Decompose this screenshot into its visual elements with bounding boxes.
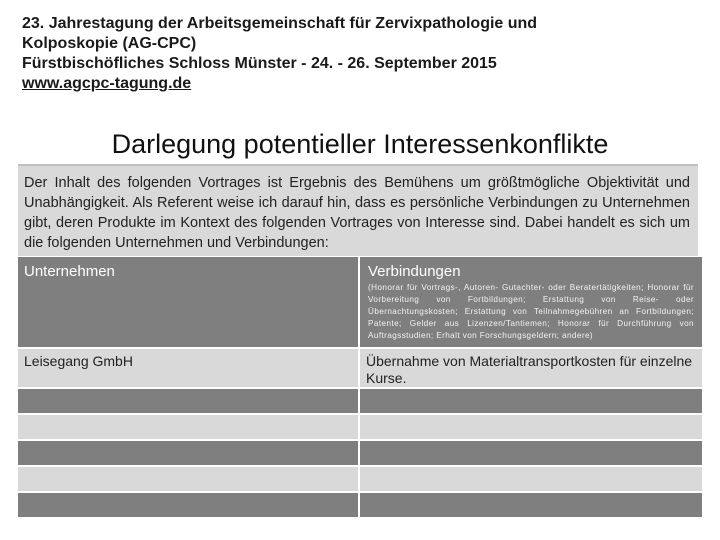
conference-title-line1: 23. Jahrestagung der Arbeitsgemeinschaft für Zervixpathologie und <box>22 15 538 32</box>
conference-website-link[interactable]: www.agcpc-tagung.de <box>22 75 192 92</box>
empty-cell <box>18 467 360 493</box>
table-row <box>18 349 702 389</box>
empty-cell <box>18 389 360 415</box>
table-header-row <box>18 257 702 349</box>
empty-cell <box>18 415 360 441</box>
table-row <box>18 467 702 493</box>
table-row <box>18 493 702 519</box>
empty-cell <box>18 493 360 519</box>
empty-cell <box>360 389 702 415</box>
connection-cell: Übernahme von Materialtransportkosten für einzelne Kurse. <box>360 349 702 389</box>
table-row <box>18 441 702 467</box>
empty-cell <box>18 441 360 467</box>
empty-cell <box>360 441 702 467</box>
conference-header <box>22 14 702 94</box>
column-header-company <box>18 257 360 349</box>
empty-cell <box>360 493 702 519</box>
empty-cell <box>360 415 702 441</box>
table-row <box>18 389 702 415</box>
empty-cell <box>360 467 702 493</box>
conference-venue: Fürstbischöfliches Schloss Münster - 24. - 26. September 2015 <box>22 55 497 72</box>
table-row <box>18 415 702 441</box>
conference-title-line2: Kolposkopie (AG-CPC) <box>22 35 197 52</box>
connections-types-note: (Honorar für Vortrags-, Autoren- Gutachter- oder Beratertätigkeiten; Honorar für Vorbereitung von Fortbildungen; Erstattung von Reise- oder Übernachtungskosten; Erstattung von Teilnahmegebühren an Fortbildungen; Patente; Gelder aus Lizenzen/Tantiemen; Honorar für Durchführung von Auftragsstudien; Erhalt von Forschungsgeldern; andere) <box>368 283 694 340</box>
column-header-company-label: Unternehmen <box>24 263 115 280</box>
column-header-connections-label: Verbindungen <box>368 263 461 280</box>
conflicts-table <box>18 257 702 519</box>
intro-text: Der Inhalt des folgenden Vortrages ist Ergebnis des Bemühens um größtmögliche Objektivität und Unabhängigkeit. Als Referent weise ich darauf hin, dass es persönliche Verbindungen zu Unternehmen gibt, deren Produkte im Kontext des folgenden Vortrages von Interesse sind. Dabei handelt es sich um die folgenden Unternehmen und Verbindungen: <box>18 164 698 256</box>
page-title: Darlegung potentieller Interessenkonflikte <box>111 129 609 159</box>
company-cell: Leisegang GmbH <box>18 349 360 389</box>
column-header-connections <box>360 257 702 349</box>
